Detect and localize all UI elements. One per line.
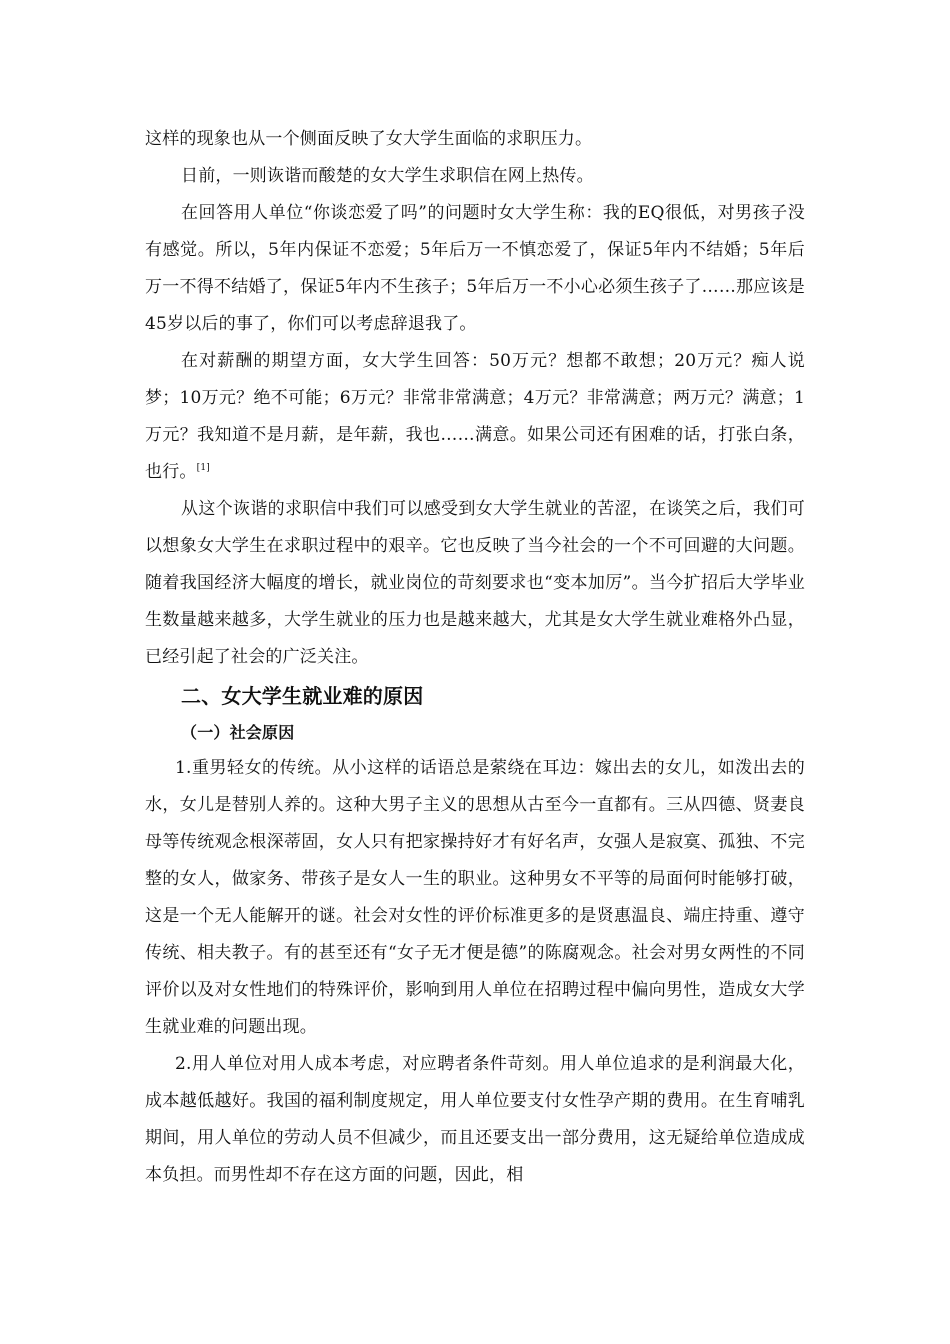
paragraph: 从这个诙谐的求职信中我们可以感受到女大学生就业的苦涩，在谈笑之后，我们可以想象女大学生在求职过程中的艰辛。它也反映了当今社会的一个不可回避的大问题。随着我国经济大幅度的增长，就业岗位的苛刻要求也“变本加厉”。当今扩招后大学毕业生数量越来越多，大学生就业的压力也是越来越大，尤其是女大学生就业难格外凸显，已经引起了社会的广泛关注。 — [145, 499, 805, 667]
paragraph: 在回答用人单位“你谈恋爱了吗”的问题时女大学生称：我的EQ很低，对男孩子没有感觉。所以，5年内保证不恋爱；5年后万一不慎恋爱了，保证5年内不结婚；5年后万一不得不结婚了，保证5年内不生孩子；5年后万一不小心必须生孩子了……那应该是45岁以后的事了，你们可以考虑辞退我了。 — [145, 203, 805, 334]
paragraph-with-citation — [145, 343, 805, 491]
paragraph: 这样的现象也从一个侧面反映了女大学生面临的求职压力。 — [145, 129, 593, 149]
paragraph: 2.用人单位对用人成本考虑，对应聘者条件苛刻。用人单位追求的是利润最大化，成本越低越好。我国的福利制度规定，用人单位要支付女性孕产期的费用。在生育哺乳期间，用人单位的劳动人员不但减少，而且还要支出一部分费用，这无疑给单位造成成本负担。而男性却不存在这方面的问题，因此，相 — [145, 1054, 805, 1185]
document-body — [145, 121, 805, 1194]
paragraph-text: 在对薪酬的期望方面，女大学生回答：50万元？想都不敢想；20万元？痴人说梦；10万元？绝不可能；6万元？非常非常满意；4万元？非常满意；两万元？满意；1万元？我知道不是月薪，是年薪，我也……满意。如果公司还有困难的话，打张白条，也行。 — [145, 351, 805, 482]
paragraph: 1.重男轻女的传统。从小这样的话语总是萦绕在耳边：嫁出去的女儿，如泼出去的水，女儿是替别人养的。这种大男子主义的思想从古至今一直都有。三从四德、贤妻良母等传统观念根深蒂固，女人只有把家操持好才有好名声，女强人是寂寞、孤独、不完整的女人，做家务、带孩子是女人一生的职业。这种男女不平等的局面何时能够打破，这是一个无人能解开的谜。社会对女性的评价标准更多的是贤惠温良、端庄持重、遵守传统、相夫教子。有的甚至还有“女子无才便是德”的陈腐观念。社会对男女两性的不同评价以及对女性地们的特殊评价，影响到用人单位在招聘过程中偏向男性，造成女大学生就业难的问题出现。 — [145, 758, 805, 1037]
section-heading: 二、女大学生就业难的原因 — [181, 684, 424, 708]
paragraph: 日前，一则诙谐而酸楚的女大学生求职信在网上热传。 — [181, 166, 594, 186]
citation-ref: [1] — [196, 463, 210, 473]
subsection-heading: （一）社会原因 — [181, 723, 295, 742]
